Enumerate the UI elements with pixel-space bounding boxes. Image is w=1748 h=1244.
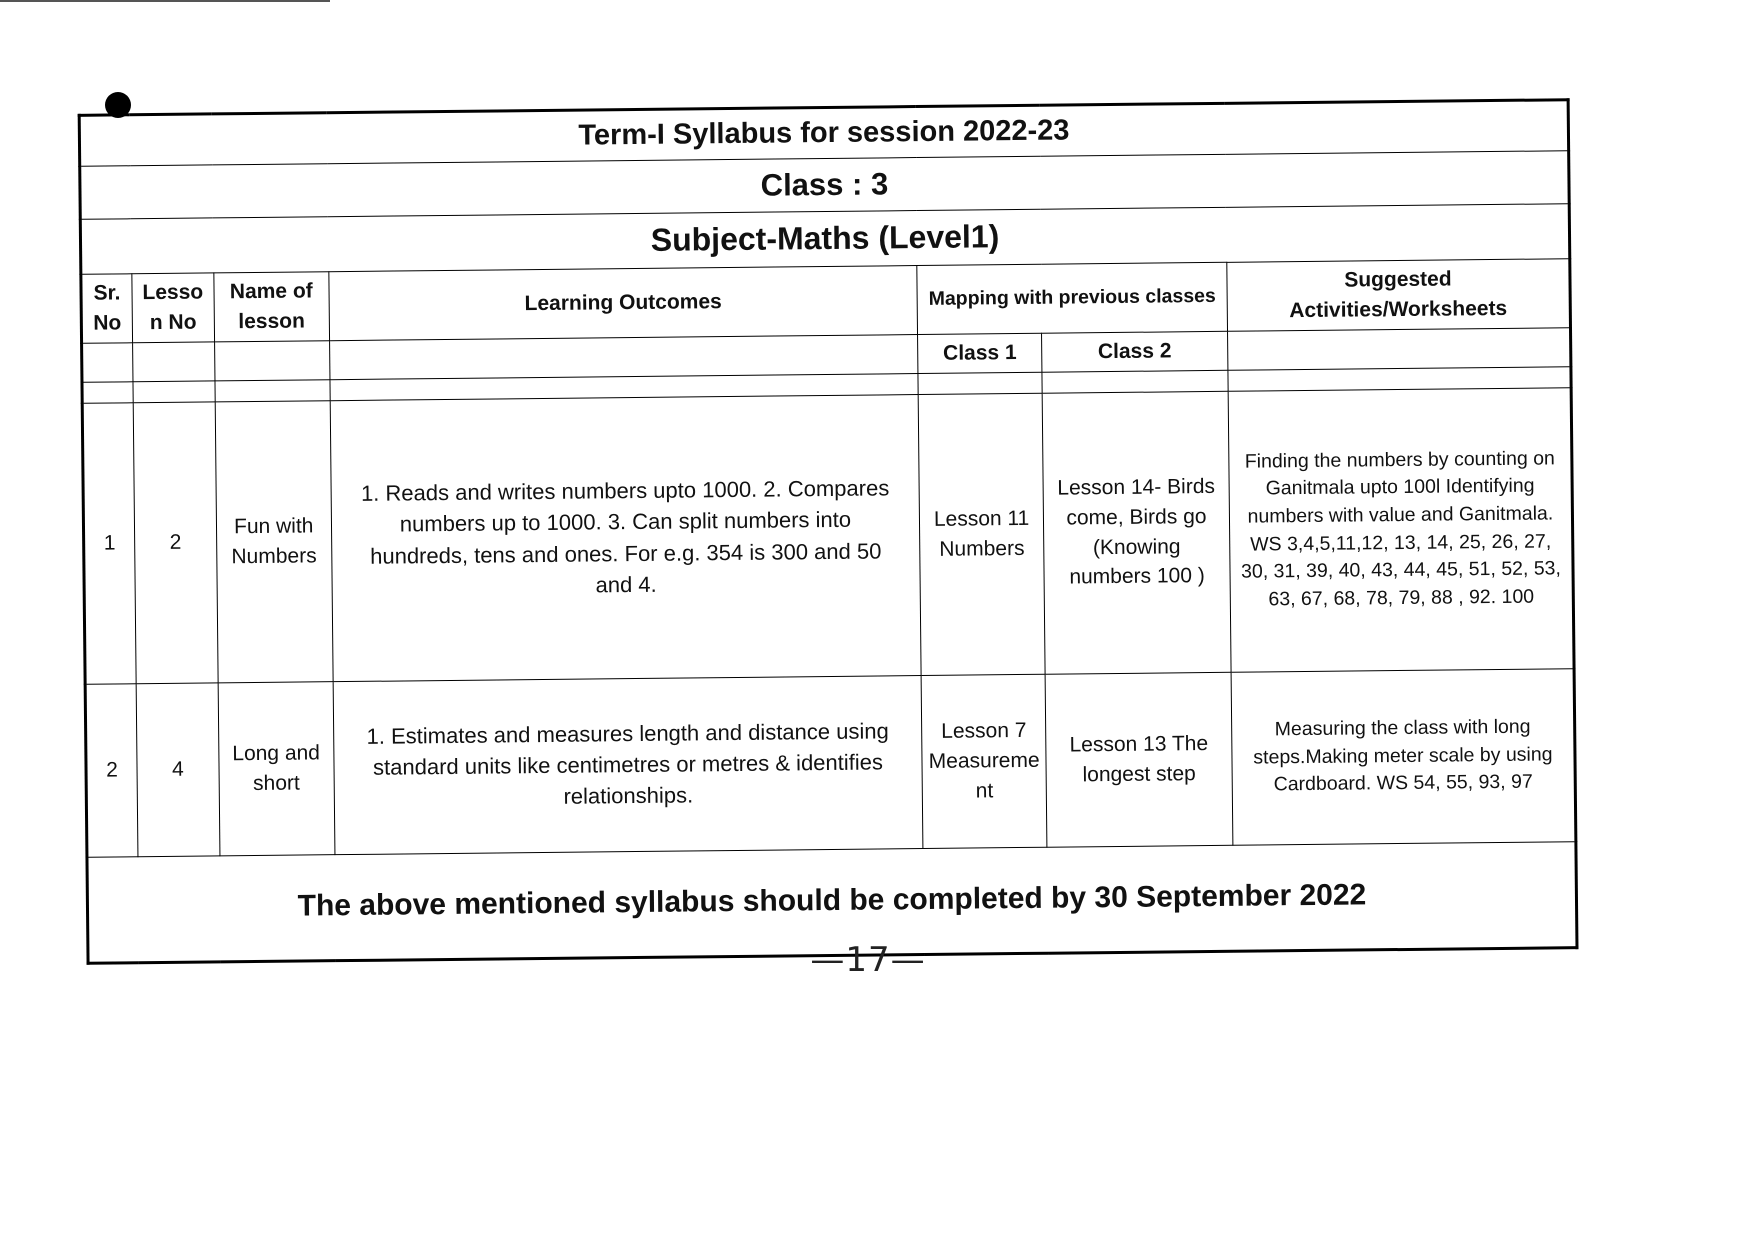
cell-class2: Lesson 14- Birds come, Birds go (Knowing numbers 100 ) xyxy=(1042,391,1231,674)
cell-class1: Lesson 7 Measureme nt xyxy=(921,674,1047,848)
syllabus-table xyxy=(78,98,1579,964)
col-header-learning-outcomes: Learning Outcomes xyxy=(329,266,918,341)
sub-header-empty xyxy=(214,341,329,381)
document-title: Term-I Syllabus for session 2022-23 xyxy=(79,100,1568,167)
col-header-class2: Class 2 xyxy=(1042,331,1228,372)
cell-activities: Finding the numbers by counting on Ganitmala upto 100l Identifying numbers with value and Ganitmala. WS 3,4,5,11,12, 13, 14, 25, 26, 27, 30, 31, 39, 40, 43, 44, 45, 51, 52, 53, 63, 67, 68, 78, 79, 88 , 92. 100 xyxy=(1228,387,1574,672)
col-header-class1: Class 1 xyxy=(918,333,1042,373)
cell-lesson-no: 2 xyxy=(133,402,218,684)
cell-lesson-name: Long and short xyxy=(218,681,335,855)
cell-class1: Lesson 11 Numbers xyxy=(918,393,1045,675)
cell-sr-no: 1 xyxy=(82,402,136,684)
sub-header-empty xyxy=(82,343,133,382)
cell-lesson-name: Fun with Numbers xyxy=(215,400,333,682)
col-header-activities: Suggested Activities/Worksheets xyxy=(1227,259,1571,331)
class-heading: Class : 3 xyxy=(80,151,1569,220)
subject-heading: Subject-Maths (Level1) xyxy=(80,204,1569,275)
cell-learning-outcomes: 1. Estimates and measures length and distance using standard units like centimetres or metres & identifies relationships. xyxy=(333,675,923,854)
completion-note: The above mentioned syllabus should be completed by 30 September 2022 xyxy=(87,841,1577,963)
page-number: —17— xyxy=(810,940,926,980)
cell-class2: Lesson 13 The longest step xyxy=(1045,672,1233,847)
cell-sr-no: 2 xyxy=(85,683,138,857)
sub-header-empty xyxy=(132,342,214,382)
cell-learning-outcomes: 1. Reads and writes numbers upto 1000. 2. Compares numbers up to 1000. 3. Can split numbers into hundreds, tens and ones. For e.g. 354 is 300 and 50 and 4. xyxy=(330,394,921,681)
col-header-lesson-no: Lesso n No xyxy=(132,273,215,342)
sub-header-empty xyxy=(1227,328,1570,370)
sub-header-empty xyxy=(329,334,918,379)
table-row xyxy=(85,668,1576,857)
table-row xyxy=(82,387,1574,684)
col-header-sr-no: Sr. No xyxy=(81,274,133,343)
syllabus-sheet xyxy=(78,98,1579,948)
col-header-mapping: Mapping with previous classes xyxy=(917,262,1227,334)
scan-edge-line xyxy=(0,0,330,2)
cell-lesson-no: 4 xyxy=(136,683,220,857)
cell-activities: Measuring the class with long steps.Making meter scale by using Cardboard. WS 54, 55, 93, 97 xyxy=(1231,668,1576,845)
col-header-lesson-name: Name of lesson xyxy=(214,272,330,342)
